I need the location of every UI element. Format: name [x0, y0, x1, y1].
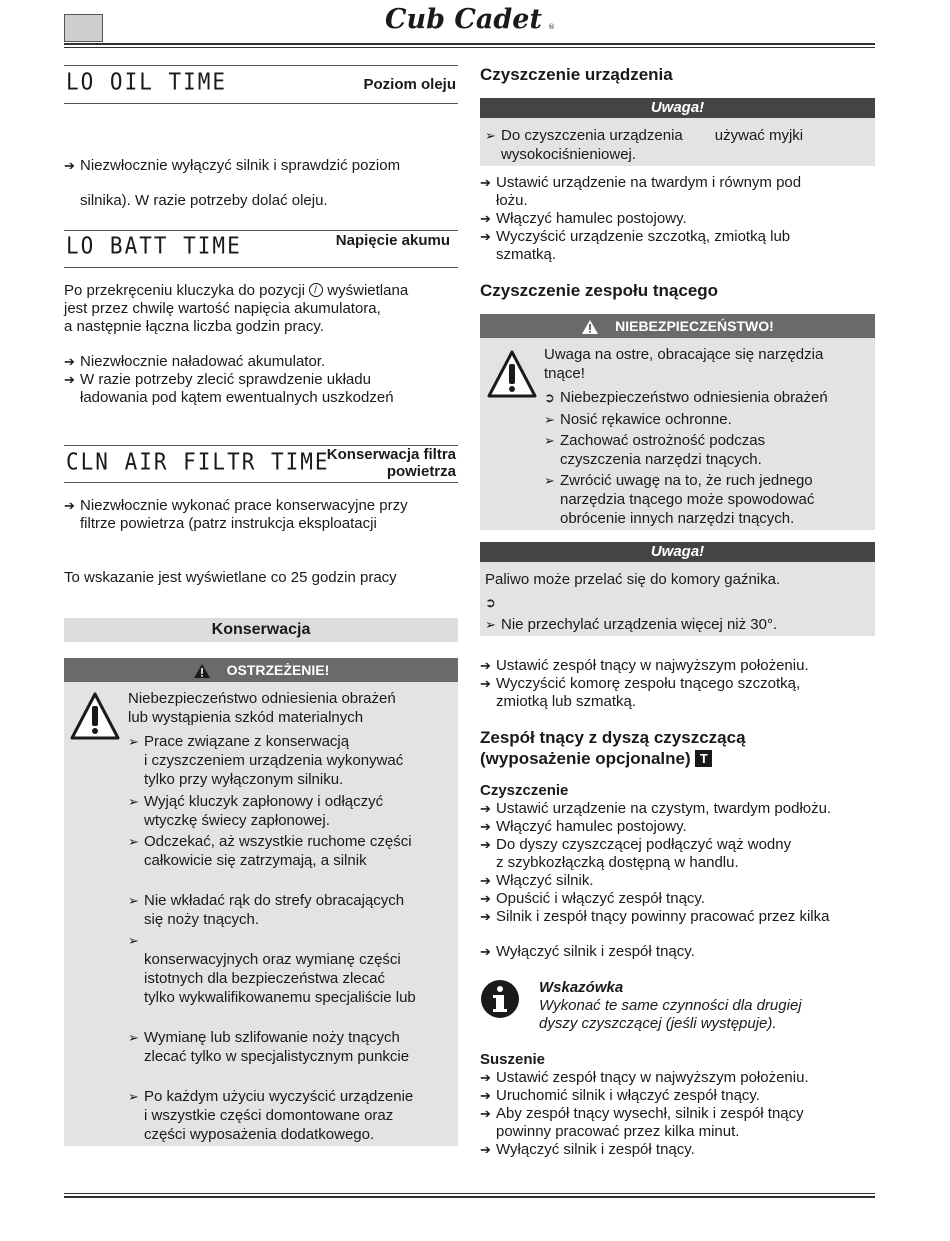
- bullet-item-cont: tylko przy wyłączonym silniku.: [144, 771, 344, 788]
- warning-triangle-icon: [487, 350, 537, 398]
- list-item: ➔ Uruchomić silnik i włączyć zespół tnący.: [480, 1087, 760, 1104]
- chevron-right-icon: ➢: [128, 933, 139, 948]
- heading-cleaning: Czyszczenie urządzenia: [480, 65, 673, 84]
- arrow-right-icon: ➔: [64, 372, 75, 387]
- arrow-right-icon: ➔: [480, 1142, 491, 1157]
- warning-bar: OSTRZEŻENIE!: [64, 658, 458, 682]
- bullet-item-cont: się noży tnących.: [144, 911, 260, 928]
- section-title-konserwacja: Konserwacja: [64, 618, 458, 642]
- arrow-right-icon: ➔: [480, 658, 491, 673]
- bullet-item: ➢ Do czyszczenia urządzenia używać myjki: [485, 127, 804, 144]
- list-item-cont: łożu.: [496, 192, 528, 209]
- chevron-right-icon: ➢: [128, 794, 139, 809]
- bullet-item: ➢ Wyjąć kluczyk zapłonowy i odłączyć: [128, 793, 384, 810]
- page-marker-box: [64, 14, 103, 42]
- list-item-cont: ładowania pod kątem ewentualnych uszkodzeń: [80, 389, 394, 406]
- paragraph: Po przekręceniu kluczyka do pozycji / wyświetlana: [64, 282, 409, 299]
- list-item: ➔ Włączyć hamulec postojowy.: [480, 210, 687, 227]
- lcd-code-batt: LO BATT TIME: [66, 232, 242, 260]
- chevron-right-icon: ➢: [544, 473, 555, 488]
- bullet-item-cont: konserwacyjnych oraz wymianę części: [144, 951, 401, 968]
- arrow-right-icon: ➔: [480, 909, 491, 924]
- arrow-right-icon: ➔: [480, 891, 491, 906]
- optional-equipment-badge: T: [695, 750, 712, 767]
- header-rule: [64, 43, 875, 45]
- chevron-right-icon: ➢: [544, 412, 555, 427]
- bullet-item-cont: narzędzia tnącego może spowodować: [560, 491, 815, 508]
- list-item: ➔ Włączyć hamulec postojowy.: [480, 818, 687, 835]
- danger-text: tnące!: [544, 365, 585, 382]
- divider: [64, 482, 458, 483]
- chevron-right-icon: ➢: [128, 734, 139, 749]
- section-label-batt: Napięcie akumu: [335, 232, 450, 249]
- chevron-right-icon: ➢: [128, 834, 139, 849]
- bullet-item-cont: obrócenie innych narzędzi tnących.: [560, 510, 795, 527]
- arrow-right-icon: ➔: [480, 1088, 491, 1103]
- divider: [64, 230, 458, 231]
- bullet-item-cont: wysokociśnieniowej.: [501, 146, 637, 163]
- chevron-right-icon: ➢: [485, 617, 496, 632]
- bullet-item-cont: całkowicie się zatrzymają, a silnik: [144, 852, 367, 869]
- chevron-right-icon: ➢: [128, 893, 139, 908]
- arrow-right-icon: ➔: [64, 158, 75, 173]
- section-label-air-2: powietrza: [386, 463, 456, 480]
- warning-text: lub wystąpienia szkód materialnych: [128, 709, 364, 726]
- caution-text: Paliwo może przelać się do komory gaźnika.: [485, 571, 781, 588]
- tip-text: dyszy czyszczącej (jeśli występuje).: [539, 1015, 777, 1032]
- lcd-code-air: CLN AIR FILTR TIME: [66, 448, 330, 476]
- info-icon: [480, 979, 520, 1019]
- list-item-cont: zmiotką lub szmatką.: [496, 693, 637, 710]
- subheading-cleaning: Czyszczenie: [480, 782, 569, 799]
- warning-text: Niebezpieczeństwo odniesienia obrażeń: [128, 690, 396, 707]
- list-item-cont: filtrze powietrza (patrz instrukcja eksploatacji: [80, 515, 377, 532]
- paragraph: jest przez chwilę wartość napięcia akumulatora,: [64, 300, 381, 317]
- bullet-item-cont: części wyposażenia dodatkowego.: [144, 1126, 375, 1143]
- heading-cutting-cleaning: Czyszczenie zespołu tnącego: [480, 281, 719, 300]
- bullet-item: ➢ Zachować ostrożność podczas: [544, 432, 766, 449]
- bullet-item: ➢ Zwrócić uwagę na to, że ruch jednego: [544, 472, 813, 489]
- arrow-right-icon: ➔: [480, 819, 491, 834]
- list-item: ➔ Ustawić zespół tnący w najwyższym położeniu.: [480, 1069, 809, 1086]
- bullet-item-cont: i wszystkie części domontowane oraz: [144, 1107, 394, 1124]
- subheading-drying: Suszenie: [480, 1051, 546, 1068]
- list-item: ➔ Opuścić i włączyć zespół tnący.: [480, 890, 705, 907]
- arrow-right-icon: ➔: [480, 229, 491, 244]
- bullet-item-cont: czyszczenia narzędzi tnących.: [560, 451, 762, 468]
- list-item: ➔ Do dyszy czyszczącej podłączyć wąż wodny: [480, 836, 792, 853]
- arrow-right-icon: ➔: [480, 873, 491, 888]
- caution-bar: Uwaga!: [480, 542, 875, 562]
- arrow-right-icon: ➔: [64, 498, 75, 513]
- list-item-cont: powinny pracować przez kilka minut.: [496, 1123, 740, 1140]
- chevron-right-icon: ➢: [128, 1030, 139, 1045]
- bullet-item: ➢ Wymianę lub szlifowanie noży tnących: [128, 1029, 400, 1046]
- cub-cadet-logo: [383, 2, 558, 36]
- list-item: ➔ Wyłączyć silnik i zespół tnący.: [480, 943, 695, 960]
- chevron-right-icon: ➢: [544, 433, 555, 448]
- arrow-right-icon: ➔: [480, 837, 491, 852]
- warning-triangle-icon: [581, 319, 599, 335]
- bullet-item: ➢ Odczekać, aż wszystkie ruchome części: [128, 833, 412, 850]
- heading-nozzle: Zespół tnący z dyszą czyszczącą: [480, 728, 746, 747]
- caution-bar: Uwaga!: [480, 98, 875, 118]
- list-item: ➔ Wyczyścić komorę zespołu tnącego szczotką,: [480, 675, 801, 692]
- key-position-icon: /: [309, 283, 323, 297]
- list-item: ➔ Włączyć silnik.: [480, 872, 594, 889]
- arrow-right-icon: ➔: [480, 175, 491, 190]
- warning-triangle-icon: [193, 663, 211, 679]
- arrow-right-icon: ➔: [480, 211, 491, 226]
- list-item: ➔ Ustawić urządzenie na czystym, twardym podłożu.: [480, 800, 832, 817]
- section-label-oil: Poziom oleju: [363, 76, 456, 93]
- footer-rule: [64, 1196, 875, 1198]
- chevron-right-icon: ➢: [485, 128, 496, 143]
- consequence-item: ➲ Niebezpieczeństwo odniesienia obrażeń: [544, 389, 828, 406]
- arrow-right-icon: ➔: [480, 676, 491, 691]
- bullet-item-cont: istotnych dla bezpieczeństwa zlecać: [144, 970, 385, 987]
- divider: [64, 65, 458, 66]
- bullet-item-cont: zlecać tylko w specjalistycznym punkcie: [144, 1048, 410, 1065]
- bullet-item: [128, 932, 144, 950]
- svg-text:Cub Cadet: Cub Cadet: [385, 4, 542, 35]
- footer-rule-thin: [64, 1193, 875, 1194]
- bullet-item: ➢ Nosić rękawice ochronne.: [544, 411, 732, 428]
- bullet-item: ➢ Nie wkładać rąk do strefy obracających: [128, 892, 405, 909]
- list-item: ➔ Niezwłocznie naładować akumulator.: [64, 353, 326, 370]
- list-item-cont: silnika). W razie potrzeby dolać oleju.: [80, 192, 328, 209]
- bullet-item: ➢ Po każdym użyciu wyczyścić urządzenie: [128, 1088, 414, 1105]
- chevron-right-icon: ➢: [128, 1089, 139, 1104]
- list-item: ➔ Ustawić urządzenie na twardym i równym pod: [480, 174, 802, 191]
- list-item: ➔ Aby zespół tnący wysechł, silnik i zespół tnący: [480, 1105, 804, 1122]
- svg-text:®: ®: [548, 23, 555, 31]
- list-item-cont: szmatką.: [496, 246, 557, 263]
- arrow-curved-icon: ➲: [485, 595, 496, 610]
- list-item: ➔ Wyczyścić urządzenie szczotką, zmiotką lub: [480, 228, 791, 245]
- bullet-item-cont: wtyczkę świecy zapłonowej.: [144, 812, 330, 829]
- arrow-right-icon: ➔: [480, 944, 491, 959]
- paragraph: To wskazanie jest wyświetlane co 25 godzin pracy: [64, 569, 397, 586]
- arrow-right-icon: ➔: [480, 1070, 491, 1085]
- list-item: ➔ W razie potrzeby zlecić sprawdzenie układu: [64, 371, 371, 388]
- bullet-item: ➢ Prace związane z konserwacją: [128, 733, 350, 750]
- arrow-curved-icon: ➲: [544, 390, 555, 405]
- tip-title: Wskazówka: [539, 979, 624, 996]
- paragraph: a następnie łączna liczba godzin pracy.: [64, 318, 324, 335]
- list-item: ➔ Niezwłocznie wykonać prace konserwacyjne przy: [64, 497, 408, 514]
- list-item: ➔ Niezwłocznie wyłączyć silnik i sprawdzić poziom: [64, 157, 401, 174]
- lcd-code-oil: LO OIL TIME: [66, 68, 228, 96]
- list-item: ➔ Silnik i zespół tnący powinny pracować przez kilka: [480, 908, 830, 925]
- arrow-right-icon: ➔: [480, 1106, 491, 1121]
- list-item-cont: z szybkozłączką dostępną w handlu.: [496, 854, 739, 871]
- arrow-right-icon: ➔: [64, 354, 75, 369]
- header-rule-thin: [64, 47, 875, 48]
- divider: [64, 267, 458, 268]
- bullet-item: ➢ Nie przechylać urządzenia więcej niż 30°.: [485, 616, 778, 633]
- arrow-right-icon: ➔: [480, 801, 491, 816]
- divider: [64, 103, 458, 104]
- bullet-item-cont: tylko wykwalifikowanemu specjaliście lub: [144, 989, 416, 1006]
- warning-triangle-icon: [70, 692, 120, 740]
- consequence-item: [485, 594, 501, 612]
- bullet-item-cont: i czyszczeniem urządzenia wykonywać: [144, 752, 404, 769]
- section-label-air: Konserwacja filtra: [326, 446, 456, 463]
- list-item: ➔ Ustawić zespół tnący w najwyższym położeniu.: [480, 657, 809, 674]
- tip-text: Wykonać te same czynności dla drugiej: [539, 997, 802, 1014]
- danger-bar: NIEBEZPIECZEŃSTWO!: [480, 314, 875, 338]
- danger-text: Uwaga na ostre, obracające się narzędzia: [544, 346, 824, 363]
- list-item: ➔ Wyłączyć silnik i zespół tnący.: [480, 1141, 695, 1158]
- heading-nozzle-2: (wyposażenie opcjonalne) T: [480, 750, 712, 768]
